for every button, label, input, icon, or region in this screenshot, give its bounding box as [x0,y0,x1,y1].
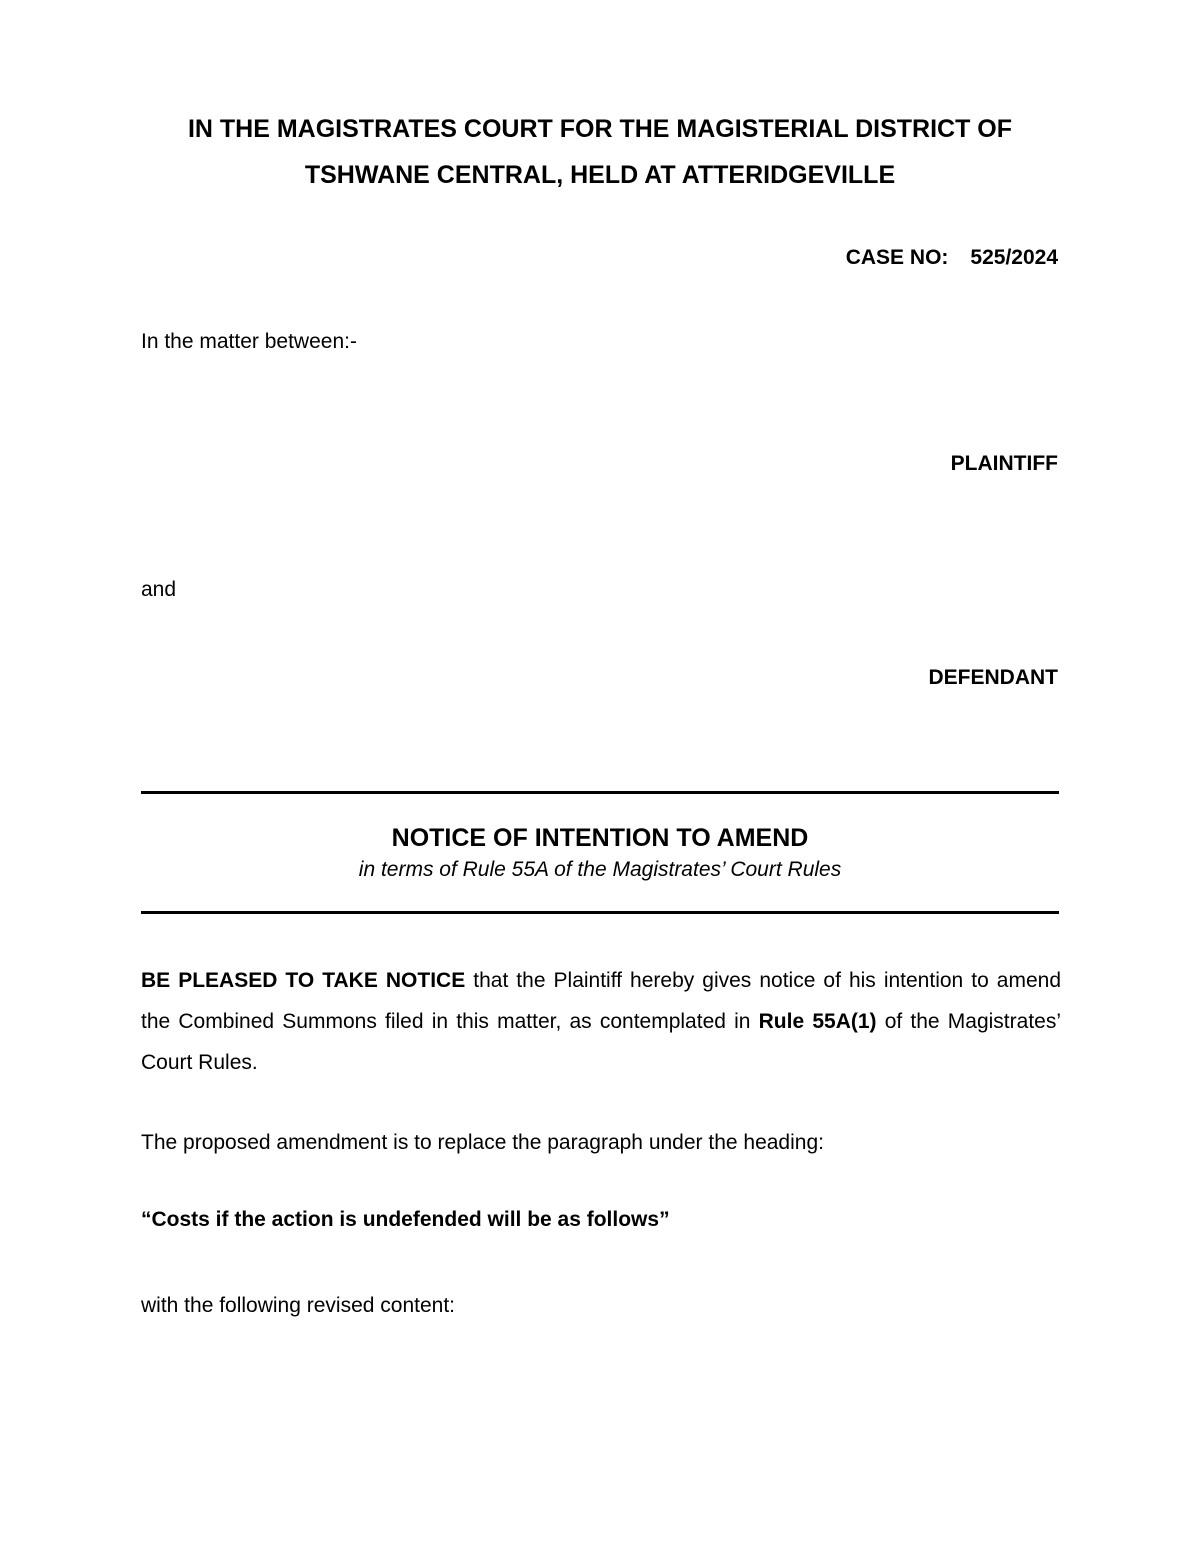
rule-reference: Rule 55A(1) [758,1010,877,1033]
bottom-divider [141,911,1059,914]
notice-subtitle: in terms of Rule 55A of the Magistrates’ Court Rules [358,858,842,881]
plaintiff-label: PLAINTIFF [950,452,1058,475]
revised-content-intro: with the following revised content: [141,1294,456,1317]
amendment-paragraph: The proposed amendment is to replace the paragraph under the heading: [141,1131,824,1154]
notice-paragraph [141,960,1061,1083]
notice-lead-phrase: BE PLEASED TO TAKE NOTICE [141,969,466,992]
court-heading-line-1: IN THE MAGISTRATES COURT FOR THE MAGISTERIAL DISTRICT OF [187,115,1013,143]
top-divider [141,791,1059,794]
court-heading-line-2: TSHWANE CENTRAL, HELD AT ATTERIDGEVILLE [304,161,896,189]
notice-paragraph-text: that the Plaintiff hereby gives notice of his intention to amend the Combined Summons filed in this matter, as contemplated in [141,969,1062,1033]
case-number-label: CASE NO: [845,246,949,269]
notice-title: NOTICE OF INTENTION TO AMEND [391,824,809,852]
matter-intro: In the matter between:- [141,330,357,353]
defendant-label: DEFENDANT [928,666,1058,689]
court-heading [141,106,1059,198]
case-number-value: 525/2024 [970,246,1058,269]
quoted-heading: “Costs if the action is undefended will be as follows” [141,1208,670,1231]
case-number [846,246,1058,270]
notice-paragraph-tail: of the Magistrates’ Court Rules. [141,1010,1061,1074]
party-conjunction: and [141,578,177,601]
